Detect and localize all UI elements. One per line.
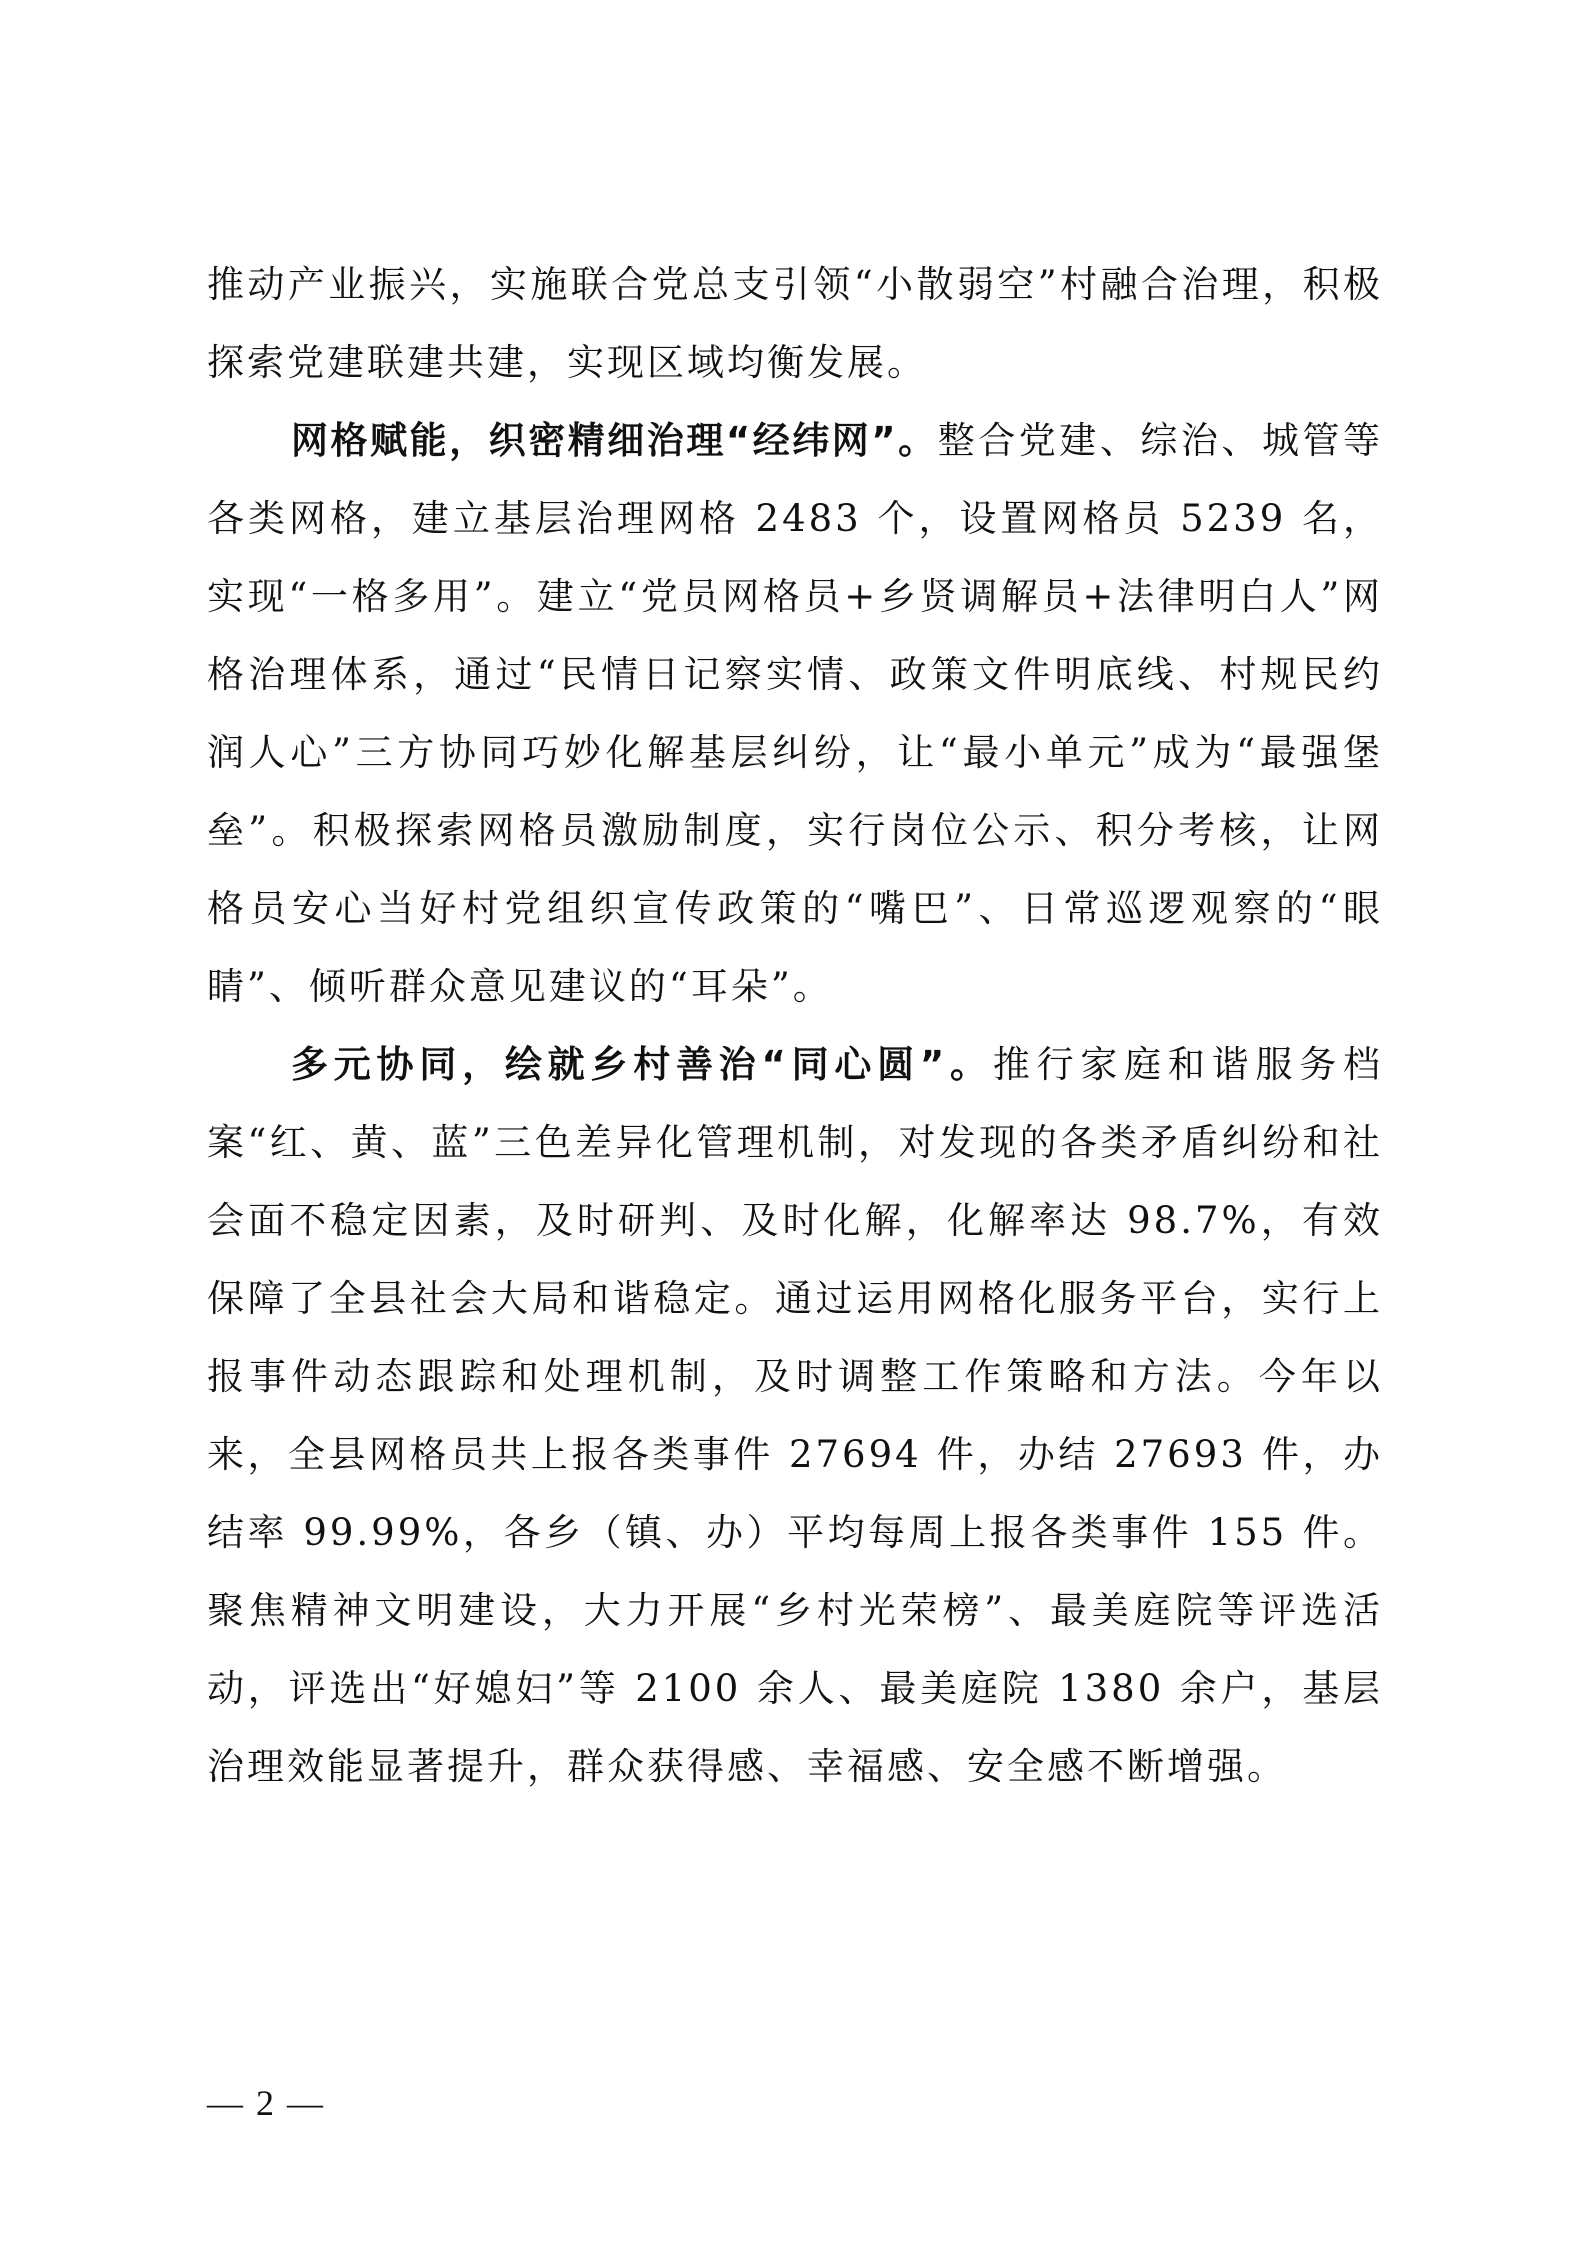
- paragraph-continuation: [207, 246, 1383, 402]
- paragraph-lead-heading: 多元协同，绘就乡村善治“同心圆”。: [291, 1043, 993, 1086]
- page-number: — 2 —: [207, 2083, 325, 2123]
- paragraph-multi-collaboration: [207, 1026, 1383, 1806]
- paragraph-text: 整合党建、综治、城管等各类网格，建立基层治理网格 2483 个，设置网格员 5239 名，实现“一格多用”。建立“党员网格员+乡贤调解员+法律明白人”网格治理体系，通过“民情日记察实情、政策文件明底线、村规民约润人心”三方协同巧妙化解基层纠纷，让“最小单元”成为“最强堡垒”。积极探索网格员激励制度，实行岗位公示、积分考核，让网格员安心当好村党组织宣传政策的“嘴巴”、日常巡逻观察的“眼睛”、倾听群众意见建议的“耳朵”。: [207, 419, 1384, 1008]
- paragraph-text: 推行家庭和谐服务档案“红、黄、蓝”三色差异化管理机制，对发现的各类矛盾纠纷和社会面不稳定因素，及时研判、及时化解，化解率达 98.7%，有效保障了全县社会大局和谐稳定。通过运用网格化服务平台，实行上报事件动态跟踪和处理机制，及时调整工作策略和方法。今年以来，全县网格员共上报各类事件 27694 件，办结 27693 件，办结率 99.99%，各乡（镇、办）平均每周上报各类事件 155 件。聚焦精神文明建设，大力开展“乡村光荣榜”、最美庭院等评选活动，评选出“好媳妇”等 2100 余人、最美庭院 1380 余户，基层治理效能显著提升，群众获得感、幸福感、安全感不断增强。: [207, 1043, 1384, 1788]
- paragraph-lead-heading: 网格赋能，织密精细治理“经纬网”。: [291, 419, 938, 462]
- document-body: [207, 246, 1383, 1806]
- paragraph-text: 推动产业振兴，实施联合党总支引领“小散弱空”村融合治理，积极探索党建联建共建，实现区域均衡发展。: [207, 263, 1383, 384]
- paragraph-grid-empowerment: [207, 402, 1383, 1026]
